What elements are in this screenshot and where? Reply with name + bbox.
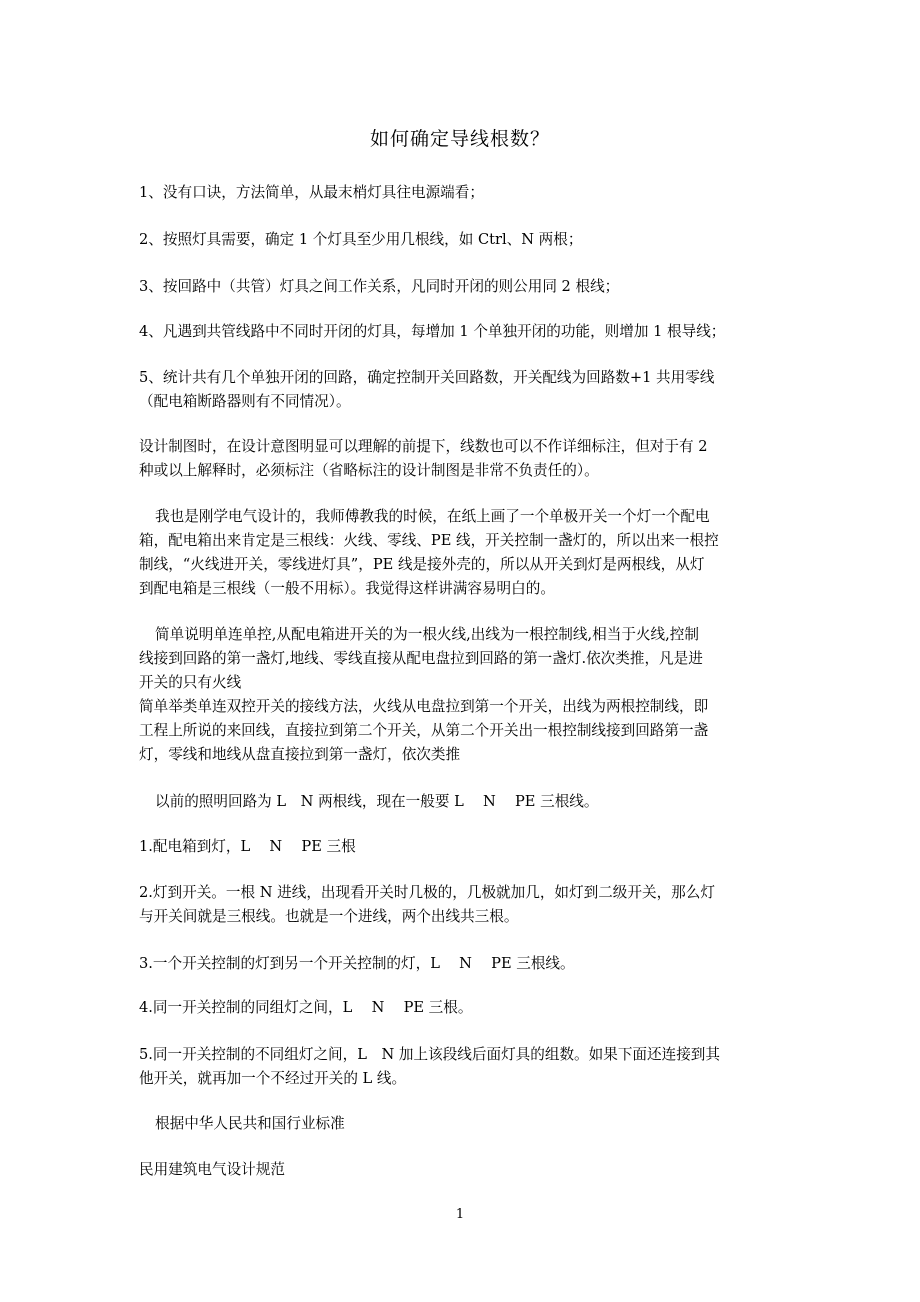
text-line: 种或以上解释时，必须标注（省略标注的设计制图是非常不负责任的）。: [139, 462, 599, 479]
list-item: 2、按照灯具需要，确定 1 个灯具至少用几根线，如 Ctrl、N 两根；: [139, 231, 583, 248]
personal-paragraph: [139, 505, 784, 601]
list-item-5: [139, 366, 784, 414]
list-item: 3、按回路中（共管）灯具之间工作关系，凡同时开闭的则公用同 2 根线；: [139, 278, 620, 295]
text-line: 开关的只有火线: [139, 674, 242, 691]
page-number: 1: [455, 1207, 465, 1222]
page-title: 如何确定导线根数？: [369, 128, 550, 150]
text-line: 5.同一开关控制的不同组灯之间，L N 加上该段线后面灯具的组数。如果下面还连接到其: [139, 1046, 720, 1063]
text-line: 制线，“火线进开关，零线进灯具”，PE 线是接外壳的，所以从开关到灯是两根线，从灯: [139, 556, 705, 573]
text-line: 简单举类单连双控开关的接线方法，火线从电盘拉到第一个开关，出线为两根控制线，即: [139, 698, 709, 715]
numbered-item: 1.配电箱到灯，L N PE 三根: [139, 838, 356, 855]
numbered-item: 3.一个开关控制的灯到另一个开关控制的灯，L N PE 三根线。: [139, 955, 575, 972]
text-line: 箱，配电箱出来肯定是三根线：火线、零线、PE 线，开关控制一盏灯的，所以出来一根控: [139, 532, 719, 549]
text-line: 他开关，就再加一个不经过开关的 L 线。: [139, 1070, 407, 1087]
text-line: 线接到回路的第一盏灯,地线、零线直接从配电盘拉到回路的第一盏灯.依次类推，凡是进: [139, 650, 703, 667]
numbered-item: [139, 881, 784, 929]
numbered-item: 4.同一开关控制的同组灯之间，L N PE 三根。: [139, 999, 473, 1016]
text-line: 简单说明单连单控,从配电箱进开关的为一根火线,出线为一根控制线,相当于火线,控制: [155, 626, 699, 643]
previous-circuit-line: 以前的照明回路为 L N 两根线，现在一般要 L N PE 三根线。: [155, 793, 599, 810]
text-line: 2.灯到开关。一根 N 进线，出现看开关时几极的，几极就加几，如灯到二级开关，那么灯: [139, 884, 715, 901]
text-line: （配电箱断路器则有不同情况）。: [139, 393, 351, 410]
text-line: 我也是刚学电气设计的，我师傅教我的时候，在纸上画了一个单极开关一个灯一个配电: [155, 508, 710, 525]
numbered-item: [139, 1043, 784, 1091]
text-line: 到配电箱是三根线（一般不用标）。我觉得这样讲满容易明白的。: [139, 580, 555, 597]
code-heading: 民用建筑电气设计规范: [139, 1161, 285, 1178]
list-item: 4、凡遇到共管线路中不同时开闭的灯具，每增加 1 个单独开闭的功能，则增加 1 根导线；: [139, 323, 726, 340]
text-line: 5、统计共有几个单独开闭的回路，确定控制开关回路数，开关配线为回路数+1 共用零线: [139, 369, 715, 386]
text-line: 与开关间就是三根线。也就是一个进线，两个出线共三根。: [139, 908, 519, 925]
single-control-paragraph: [139, 623, 784, 767]
text-line: 设计制图时，在设计意图明显可以理解的前提下，线数也可以不作详细标注，但对于有 2: [139, 438, 708, 455]
design-note-paragraph: [139, 435, 784, 483]
list-item: 1、没有口诀，方法简单，从最末梢灯具往电源端看；: [139, 184, 484, 201]
standard-heading: 根据中华人民共和国行业标准: [155, 1115, 345, 1132]
text-line: 工程上所说的来回线，直接拉到第二个开关，从第二个开关出一根控制线接到回路第一盏: [139, 722, 709, 739]
text-line: 灯，零线和地线从盘直接拉到第一盏灯，依次类推: [139, 746, 461, 763]
